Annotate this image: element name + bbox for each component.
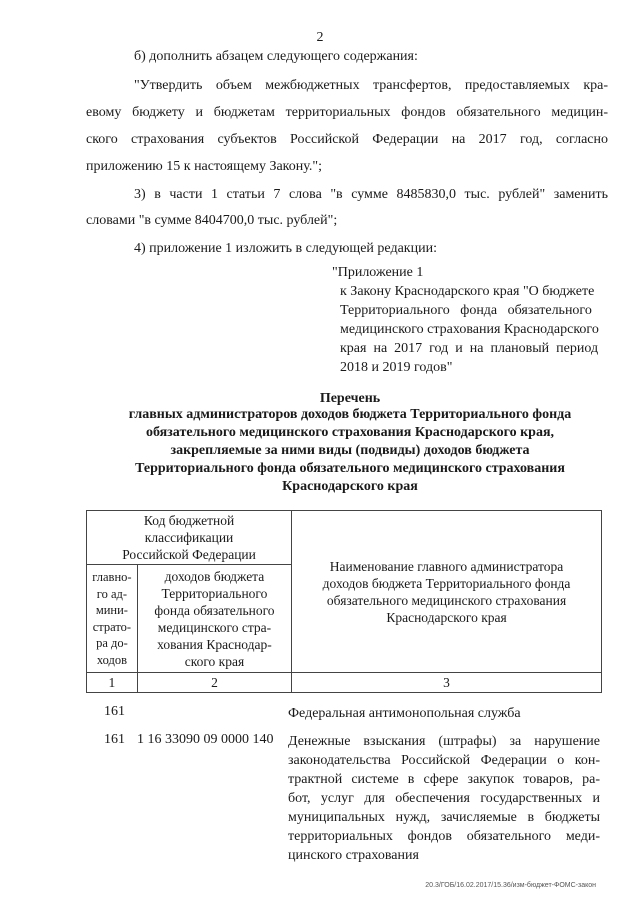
quote-line: евому бюджету и бюджетам территориальных фондов обязательного медицин- xyxy=(86,105,608,120)
row-name-line: бот, услуг для обеспечения государственных и xyxy=(288,791,600,806)
admin-code-cell: 161 xyxy=(104,704,125,719)
appendix-line: Территориального фонда обязательного xyxy=(340,303,592,318)
income-code-header xyxy=(137,565,291,673)
title-line: обязательного медицинского страхования Краснодарского края, xyxy=(145,425,555,440)
header-text-line: ра до- xyxy=(96,636,128,650)
header-text-line: мини- xyxy=(95,603,128,617)
header-text-line: ходов xyxy=(96,652,127,667)
column-number-1: 1 xyxy=(87,673,138,693)
quote-line: "Утвердить объем межбюджетных трансфертов, предоставляемых кра- xyxy=(134,78,608,93)
budget-classification-header xyxy=(87,511,292,565)
paragraph-3-line: 3) в части 1 статьи 7 слова "в сумме 8485830,0 тыс. рублей" заменить xyxy=(134,187,608,202)
header-text-line: ского края xyxy=(184,653,245,669)
row-name-line: территориальных фондов обязательного меди- xyxy=(288,829,600,844)
header-text-line: Российской Федерации xyxy=(122,547,256,562)
quote-line: приложению 15 к настоящему Закону."; xyxy=(86,159,322,174)
row-name-line: муниципальных нужд, зачисляемые в бюджеты xyxy=(288,810,600,825)
header-text-line: обязательного медицинского страхования xyxy=(326,592,567,608)
admin-code-cell: 161 xyxy=(104,732,125,747)
header-text-line: Территориального xyxy=(161,585,268,601)
column-number-2: 2 xyxy=(137,673,291,693)
header-text-line: главно- xyxy=(92,570,132,584)
header-text-line: классификации xyxy=(144,530,234,545)
appendix-line: "Приложение 1 xyxy=(332,265,424,280)
header-text-line: го ад- xyxy=(96,586,128,601)
paragraph-4: 4) приложение 1 изложить в следующей редакции: xyxy=(134,241,437,256)
row-name-line: Федеральная антимонопольная служба xyxy=(288,706,521,721)
header-text-line: хования Краснодар- xyxy=(157,636,272,652)
quote-line: ского страхования субъектов Российской Федерации на 2017 год, согласно xyxy=(86,132,608,147)
header-text-line: доходов бюджета Территориального фонда xyxy=(322,575,571,591)
header-text-line: доходов бюджета xyxy=(164,568,265,584)
appendix-line: 2018 и 2019 годов" xyxy=(340,360,453,375)
title-line: Краснодарского края xyxy=(282,479,418,494)
row-name-line: трактной системе в сфере закупок товаров, ра- xyxy=(288,772,600,787)
admin-code-header xyxy=(87,565,138,673)
title-line: закрепляемые за ними виды (подвиды) доходов бюджета xyxy=(170,443,530,458)
appendix-line: края на 2017 год и на плановый период xyxy=(340,341,599,356)
paragraph-3-line: словами "в сумме 8404700,0 тыс. рублей"; xyxy=(86,213,338,228)
title-line: Перечень xyxy=(319,391,381,406)
header-text-line: страто- xyxy=(92,619,132,634)
row-name-line: цинского страхования xyxy=(288,848,419,863)
row-name-line: законодательства Российской Федерации о кон- xyxy=(288,753,600,768)
header-text-line: Наименование главного администратора xyxy=(329,558,564,574)
page-number: 2 xyxy=(316,30,324,45)
column-number-3: 3 xyxy=(292,673,602,693)
header-text-line: Краснодарского края xyxy=(386,609,507,625)
appendix-line: медицинского страхования Краснодарского xyxy=(340,322,599,337)
row-name-line: Денежные взыскания (штрафы) за нарушение xyxy=(288,734,600,749)
title-line: Территориального фонда обязательного медицинского страхования xyxy=(135,461,565,476)
appendix-line: к Закону Краснодарского края "О бюджете xyxy=(340,284,595,299)
header-text-line: медицинского стра- xyxy=(157,619,272,635)
table-header xyxy=(86,510,602,696)
administrator-name-header xyxy=(292,511,602,673)
document-footer: 20.3/ГОБ/16.02.2017/15.36/изм-бюджет-ФОМС-закон xyxy=(425,882,596,889)
header-text-line: фонда обязательного xyxy=(154,602,275,618)
title-line: главных администраторов доходов бюджета Территориального фонда xyxy=(128,407,572,422)
income-code-cell: 1 16 33090 09 0000 140 xyxy=(137,732,274,747)
header-text-line: Код бюджетной xyxy=(143,513,235,528)
paragraph-b: б) дополнить абзацем следующего содержания: xyxy=(134,49,418,64)
